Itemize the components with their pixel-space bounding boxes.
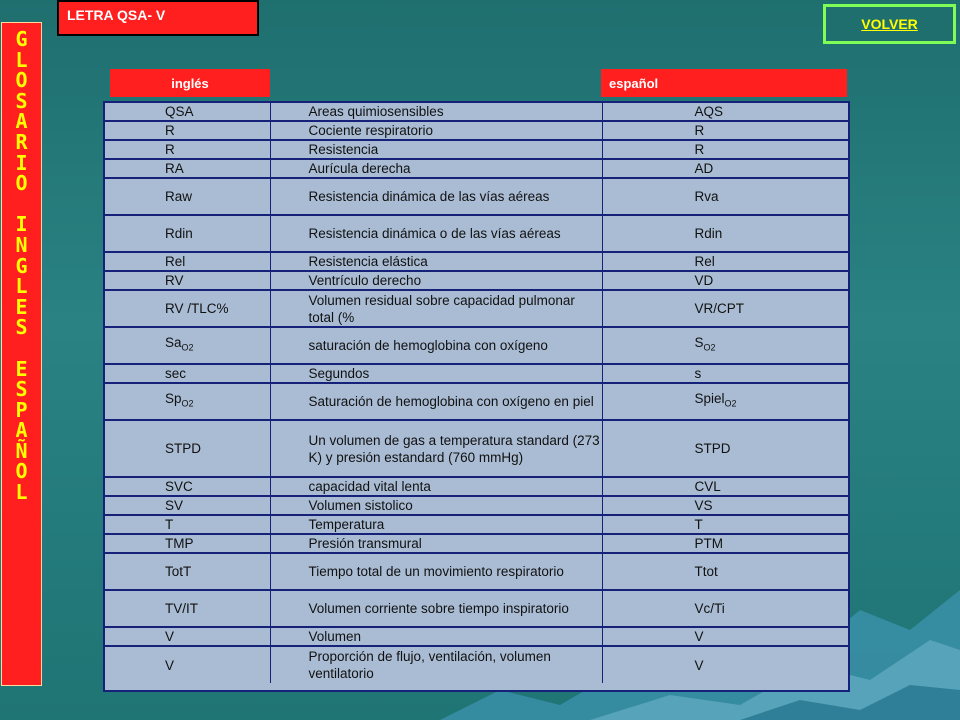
english-term-cell-text: V <box>165 629 175 644</box>
vertical-title-letter: S <box>15 377 28 402</box>
spanish-term-cell <box>602 121 848 140</box>
vertical-title-letter: L <box>15 47 28 72</box>
vertical-title-letter <box>15 338 27 359</box>
spanish-term-cell-text: Rel <box>694 254 715 269</box>
english-term-cell-text: TotT <box>165 564 192 579</box>
table-row <box>105 103 848 121</box>
spanish-term-cell <box>602 103 848 121</box>
definition-cell-text: Volumen <box>308 629 362 644</box>
definition-cell-text: capacidad vital lenta <box>308 479 431 494</box>
english-term-cell-text: RV /TLC% <box>165 301 229 316</box>
definition-cell <box>270 627 602 646</box>
english-term-cell-text: STPD <box>165 441 202 456</box>
spanish-term-cell-text: V <box>694 629 704 644</box>
spanish-term-cell <box>602 496 848 515</box>
definition-cell-text: Tiempo total de un movimiento respiratorio <box>308 564 564 579</box>
english-term-cell <box>105 496 270 515</box>
english-term-cell <box>105 103 270 121</box>
english-term-cell-text: TMP <box>165 536 194 551</box>
definition-cell <box>270 103 602 121</box>
definition-cell-text: Presión transmural <box>308 536 422 551</box>
english-term-cell <box>105 159 270 178</box>
spanish-term-cell <box>602 252 848 271</box>
definition-cell-text: Areas quimiosensibles <box>308 104 444 119</box>
english-term-cell <box>105 252 270 271</box>
spanish-term-cell <box>602 327 848 364</box>
english-term-cell <box>105 534 270 553</box>
english-term-cell <box>105 646 270 683</box>
table-row <box>105 420 848 477</box>
vertical-title-letter: S <box>15 88 28 113</box>
definition-cell-text: Volumen corriente sobre tiempo inspiratorio <box>308 601 569 616</box>
vertical-title-letter: O <box>15 68 28 93</box>
english-term-cell-text: Sa <box>165 335 182 351</box>
english-term-cell <box>105 477 270 496</box>
table-row <box>105 290 848 327</box>
definition-cell-text: Ventrículo derecho <box>308 273 422 288</box>
english-term-cell-text: Rdin <box>165 226 193 241</box>
definition-cell <box>270 553 602 590</box>
english-term-cell <box>105 271 270 290</box>
spanish-term-cell-text: Rdin <box>694 226 723 241</box>
table-row <box>105 477 848 496</box>
spanish-term-cell <box>602 159 848 178</box>
spanish-term-cell <box>602 646 848 683</box>
spanish-term-cell-text: Vc/Ti <box>694 601 725 616</box>
spanish-term-cell-text: VR/CPT <box>694 301 745 316</box>
page-title: LETRA QSA- V <box>57 0 259 36</box>
english-term-cell <box>105 178 270 215</box>
spanish-term-cell <box>602 627 848 646</box>
vertical-title-letter: R <box>15 129 28 154</box>
definition-cell-text: saturación de hemoglobina con oxígeno <box>308 338 548 353</box>
definition-cell <box>270 420 602 477</box>
english-term-cell <box>105 553 270 590</box>
spanish-term-cell <box>602 364 848 383</box>
table-row <box>105 271 848 290</box>
glossary-table <box>103 101 850 692</box>
english-term-cell-text: Rel <box>165 254 186 269</box>
definition-cell <box>270 121 602 140</box>
english-term-cell <box>105 121 270 140</box>
spanish-term-cell-text: AQS <box>694 104 724 119</box>
spanish-term-cell-text: CVL <box>694 479 721 494</box>
spanish-term-cell-text: AD <box>694 161 714 176</box>
definition-cell <box>270 646 602 683</box>
spanish-term-cell-text: S <box>694 335 704 351</box>
spanish-term-cell-text: Spiel <box>694 391 725 407</box>
english-term-cell <box>105 515 270 534</box>
table-row <box>105 515 848 534</box>
vertical-title-letter: P <box>15 397 28 422</box>
definition-cell-text: Volumen sistolico <box>308 498 413 513</box>
spanish-term-cell-text: VS <box>694 498 713 513</box>
english-term-cell-text: SV <box>165 498 184 513</box>
table-row <box>105 140 848 159</box>
definition-cell <box>270 271 602 290</box>
english-term-cell <box>105 590 270 627</box>
spanish-term-cell-text: R <box>694 142 705 157</box>
definition-cell <box>270 515 602 534</box>
spanish-term-cell <box>602 271 848 290</box>
vertical-title-letter: I <box>15 150 28 175</box>
definition-cell-text: Proporción de flujo, ventilación, volumen ventilatorio <box>308 649 551 681</box>
definition-cell <box>270 252 602 271</box>
table-row <box>105 627 848 646</box>
definition-cell <box>270 215 602 252</box>
table-row <box>105 159 848 178</box>
english-term-cell-text: RV <box>165 273 184 288</box>
spanish-term-cell-text: s <box>694 366 702 381</box>
column-header-english: inglés <box>110 69 270 97</box>
definition-cell-text: Cociente respiratorio <box>308 123 434 138</box>
vertical-title-letter: A <box>15 109 28 134</box>
definition-cell-text: Resistencia elástica <box>308 254 428 269</box>
table-row <box>105 178 848 215</box>
vertical-title-letter: E <box>15 294 28 319</box>
spanish-term-cell <box>602 420 848 477</box>
table-row <box>105 496 848 515</box>
spanish-term-cell <box>602 215 848 252</box>
definition-cell <box>270 477 602 496</box>
english-term-cell <box>105 215 270 252</box>
vertical-title-letter: I <box>15 212 28 237</box>
english-term-cell-text: Raw <box>165 189 193 204</box>
spanish-term-cell <box>602 590 848 627</box>
definition-cell <box>270 140 602 159</box>
english-term-cell-text: QSA <box>165 104 194 119</box>
table-row <box>105 590 848 627</box>
table-row <box>105 327 848 364</box>
vertical-title-letter <box>15 194 27 215</box>
spanish-term-cell-text: VD <box>694 273 714 288</box>
vertical-title-letter: N <box>15 232 28 257</box>
definition-cell <box>270 178 602 215</box>
spanish-term-cell-text: Ttot <box>694 564 718 579</box>
vertical-title-letter: G <box>15 253 28 278</box>
spanish-term-cell <box>602 140 848 159</box>
table-row <box>105 646 848 683</box>
vertical-title-letter: S <box>15 315 28 340</box>
english-term-cell <box>105 140 270 159</box>
vertical-title-letter: E <box>15 356 28 381</box>
definition-cell <box>270 496 602 515</box>
definition-cell-text: Resistencia <box>308 142 379 157</box>
spanish-term-cell-subscript: O2 <box>724 398 737 409</box>
vertical-title-letter: A <box>15 418 28 443</box>
definition-cell <box>270 290 602 327</box>
spanish-term-cell-text: V <box>694 657 704 673</box>
english-term-cell <box>105 383 270 420</box>
table-row <box>105 252 848 271</box>
english-term-cell-text: T <box>165 517 174 532</box>
vertical-title-letter: L <box>15 480 28 505</box>
spanish-term-cell <box>602 534 848 553</box>
definition-cell <box>270 364 602 383</box>
english-term-cell-text: R <box>165 142 175 157</box>
definition-cell <box>270 590 602 627</box>
english-term-cell-text: SVC <box>165 479 193 494</box>
definition-cell-text: Volumen residual sobre capacidad pulmonar total (% <box>308 292 575 325</box>
definition-cell-text: Segundos <box>308 366 370 381</box>
column-header-spanish: español <box>601 69 847 97</box>
definition-cell-text: Resistencia dinámica o de las vías aéreas <box>308 226 561 241</box>
spanish-term-cell-text: STPD <box>694 441 731 456</box>
definition-cell <box>270 383 602 420</box>
table-row <box>105 215 848 252</box>
vertical-title-letter: L <box>15 274 28 299</box>
spanish-term-cell-text: R <box>694 123 705 138</box>
english-term-cell-text: TV/IT <box>165 601 198 616</box>
table-row <box>105 553 848 590</box>
english-term-cell <box>105 627 270 646</box>
english-term-cell-subscript: O2 <box>181 342 194 353</box>
table-row <box>105 534 848 553</box>
english-term-cell-text: RA <box>165 161 184 176</box>
english-term-cell-text: R <box>165 123 175 138</box>
spanish-term-cell-text: T <box>694 517 703 532</box>
definition-cell-text: Aurícula derecha <box>308 161 411 176</box>
english-term-cell <box>105 327 270 364</box>
spanish-term-cell <box>602 290 848 327</box>
spanish-term-cell <box>602 178 848 215</box>
vertical-title-letter: G <box>15 27 28 51</box>
vertical-glossary-title <box>1 22 42 686</box>
spanish-term-cell-subscript: O2 <box>703 342 716 353</box>
definition-cell-text: Temperatura <box>308 517 385 532</box>
definition-cell-text: Resistencia dinámica de las vías aéreas <box>308 189 550 204</box>
english-term-cell-text: Sp <box>165 391 182 407</box>
definition-cell <box>270 534 602 553</box>
definition-cell <box>270 159 602 178</box>
table-row <box>105 364 848 383</box>
definition-cell-text: Saturación de hemoglobina con oxígeno en piel <box>308 394 594 409</box>
english-term-cell-text: V <box>165 657 175 673</box>
spanish-term-cell-text: Rva <box>694 189 719 204</box>
english-term-cell-subscript: O2 <box>181 398 194 409</box>
back-button[interactable]: VOLVER <box>823 4 956 44</box>
table-row <box>105 121 848 140</box>
spanish-term-cell <box>602 383 848 420</box>
english-term-cell-text: sec <box>165 366 187 381</box>
vertical-title-letter: O <box>15 171 28 196</box>
vertical-title-letter: Ñ <box>15 438 28 463</box>
english-term-cell <box>105 420 270 477</box>
english-term-cell <box>105 364 270 383</box>
spanish-term-cell-text: PTM <box>694 536 723 551</box>
spanish-term-cell <box>602 553 848 590</box>
spanish-term-cell <box>602 515 848 534</box>
table-row <box>105 383 848 420</box>
vertical-title-letter: O <box>15 459 28 484</box>
spanish-term-cell <box>602 477 848 496</box>
english-term-cell <box>105 290 270 327</box>
definition-cell <box>270 327 602 364</box>
definition-cell-text: Un volumen de gas a temperatura standard (273 K) y presión estandard (760 mmHg) <box>308 432 600 465</box>
